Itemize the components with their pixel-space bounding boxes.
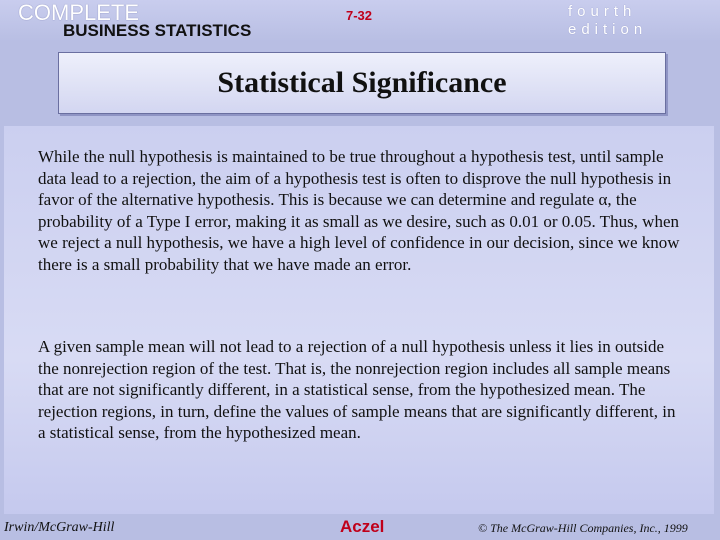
- slide-title: Statistical Significance: [217, 66, 507, 99]
- edition-label: fourth edition: [568, 3, 648, 38]
- brand-line-complete: COMPLETE: [18, 0, 140, 25]
- slide-number: 7-32: [346, 8, 373, 23]
- footer-copyright: © The McGraw-Hill Companies, Inc., 1999: [478, 521, 688, 535]
- title-box: [58, 52, 666, 114]
- paragraph-significance: While the null hypothesis is maintained to be true throughout a hypothesis test, until sample data lead to a rejection, the aim of a hypothesis test is often to disprove the null hypothesis in favor of the alternative hypothesis. This is because we can determine and regulate α, the probability of a Type I error, making it as small as we desire, such as 0.01 or 0.05. Thus, when we reject a null hypothesis, we have a high level of confidence in our decision, since we know there is a small probability that we have made an error.: [38, 147, 680, 274]
- footer-author: Aczel: [340, 517, 385, 536]
- paragraph-rejection-region: A given sample mean will not lead to a rejection of a null hypothesis unless it lies in outside the nonrejection region of the test. That is, the nonrejection region includes all sample means that are not significantly different, in a statistical sense, from the hypothesized mean. The rejection regions, in turn, define the values of sample means that are significantly different, in a statistical sense, from the hypothesized mean.: [38, 337, 676, 443]
- brand-line-business-statistics: BUSINESS STATISTICS: [63, 21, 252, 40]
- footer-publisher: Irwin/McGraw-Hill: [4, 520, 115, 535]
